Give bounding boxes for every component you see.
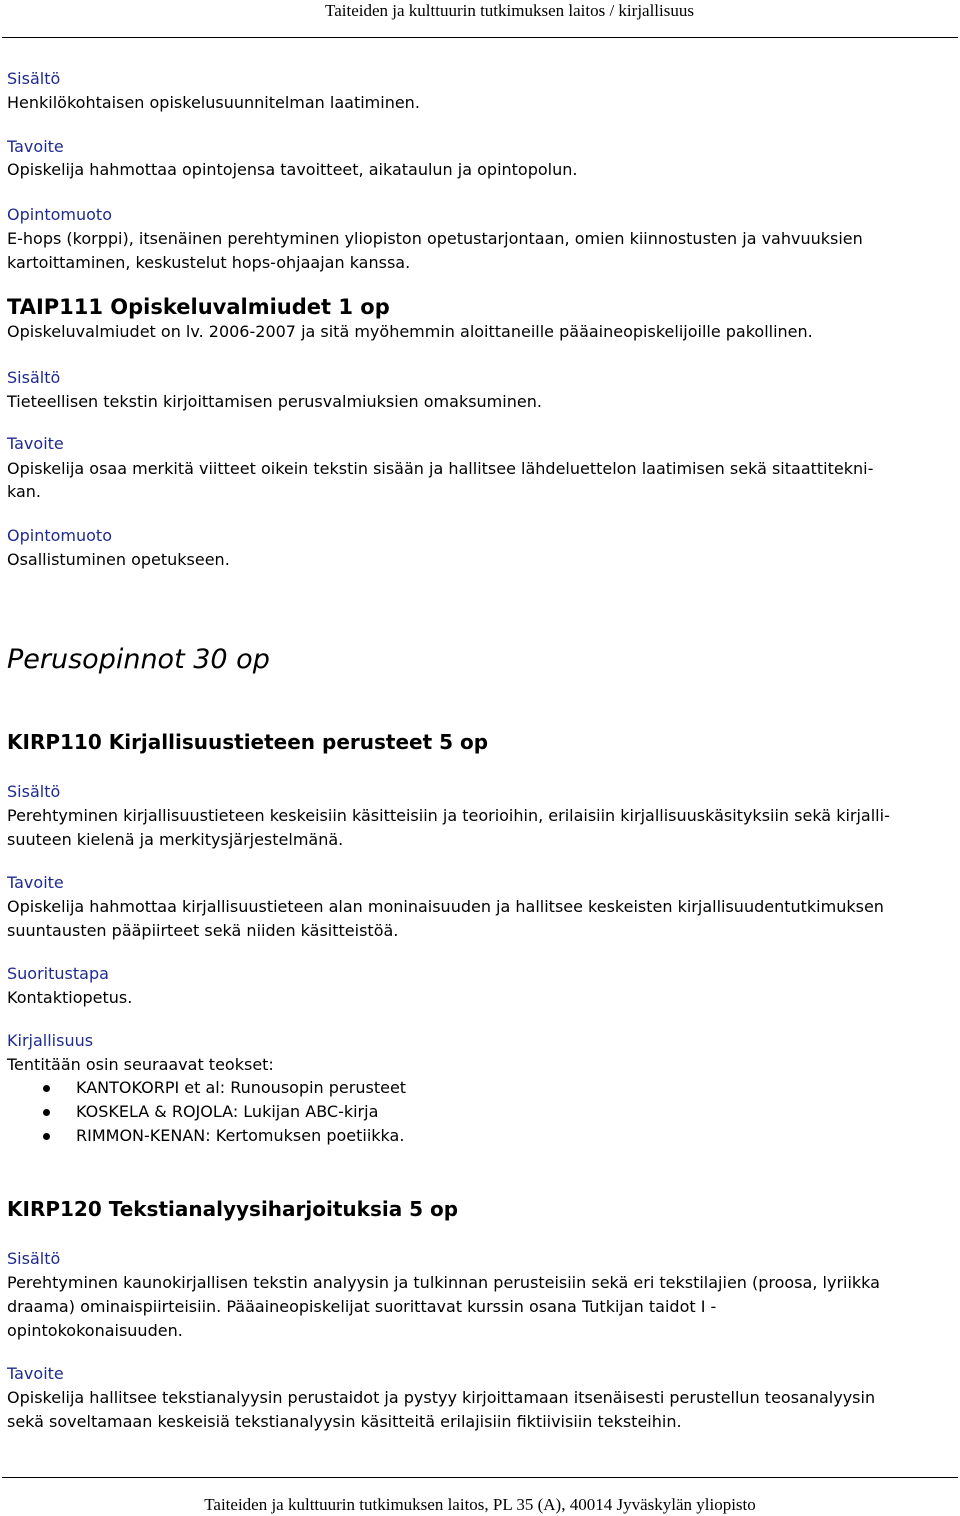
body-text: suuteen kielenä ja merkitysjärjestelmänä. — [7, 830, 344, 849]
body-text: Opiskelija hahmottaa kirjallisuustieteen alan moninaisuuden ja hallitsee keskeisten kirjallisuudentutkimuksen — [7, 897, 884, 916]
header-rule — [2, 37, 958, 38]
book-list-item: RIMMON-KENAN: Kertomuksen poetiikka. — [76, 1126, 405, 1145]
body-text: sekä soveltamaan keskeisiä tekstianalyysin käsitteitä erilajisiin fiktiivisiin teksteihin. — [7, 1412, 682, 1431]
page-header: Taiteiden ja kulttuurin tutkimuksen laitos / kirjallisuus — [325, 1, 694, 20]
course-title: TAIP111 Opiskeluvalmiudet 1 op — [7, 295, 390, 319]
section-label-sisalto: Sisältö — [7, 782, 61, 801]
body-text: Henkilökohtaisen opiskelusuunnitelman laatiminen. — [7, 93, 420, 112]
book-list-item: KOSKELA & ROJOLA: Lukijan ABC-kirja — [76, 1102, 379, 1121]
body-text: Opiskelija hallitsee tekstianalyysin perustaidot ja pystyy kirjoittamaan itsenäisesti perustellun teosanalyysin — [7, 1388, 876, 1407]
bullet-icon — [43, 1085, 50, 1092]
section-label-kirjallisuus: Kirjallisuus — [7, 1031, 94, 1050]
section-label-sisalto: Sisältö — [7, 368, 61, 387]
course-note: Opiskeluvalmiudet on lv. 2006-2007 ja sitä myöhemmin aloittaneille pääaineopiskelijoille pakollinen. — [7, 322, 813, 341]
body-text: draama) ominaispiirteisiin. Pääaineopiskelijat suorittavat kurssin osana Tutkijan taidot I - — [7, 1297, 717, 1316]
section-label-opintomuoto: Opintomuoto — [7, 526, 112, 545]
section-label-tavoite: Tavoite — [7, 873, 64, 892]
book-list-item: KANTOKORPI et al: Runousopin perusteet — [76, 1078, 407, 1097]
body-text: kartoittaminen, keskustelut hops-ohjaajan kanssa. — [7, 253, 411, 272]
body-text: opintokokonaisuuden. — [7, 1321, 183, 1340]
section-label-tavoite: Tavoite — [7, 137, 64, 156]
section-label-suoritustapa: Suoritustapa — [7, 964, 109, 983]
section-label-tavoite: Tavoite — [7, 1364, 64, 1383]
body-text: Perehtyminen kirjallisuustieteen keskeisiin käsitteisiin ja teorioihin, erilaisiin kirjallisuuskäsityksiin sekä kirjalli- — [7, 806, 890, 825]
part-title: Perusopinnot 30 op — [7, 644, 270, 675]
bullet-icon — [43, 1133, 50, 1140]
body-text: kan. — [7, 482, 42, 501]
section-label-sisalto: Sisältö — [7, 69, 61, 88]
section-label-tavoite: Tavoite — [7, 434, 64, 453]
body-text: E-hops (korppi), itsenäinen perehtyminen yliopiston opetustarjontaan, omien kiinnostusten ja vahvuuksien — [7, 229, 863, 248]
body-text: Kontaktiopetus. — [7, 988, 133, 1007]
course-title: KIRP120 Tekstianalyysiharjoituksia 5 op — [7, 1197, 459, 1221]
body-text: suuntausten pääpiirteet sekä niiden käsitteistöä. — [7, 921, 399, 940]
course-title: KIRP110 Kirjallisuustieteen perusteet 5 op — [7, 730, 489, 754]
body-text: Opiskelija hahmottaa opintojensa tavoitteet, aikataulun ja opintopolun. — [7, 160, 578, 179]
body-text: Tieteellisen tekstin kirjoittamisen perusvalmiuksien omaksuminen. — [7, 392, 542, 411]
body-text: Osallistuminen opetukseen. — [7, 550, 230, 569]
section-label-sisalto: Sisältö — [7, 1249, 61, 1268]
page-footer: Taiteiden ja kulttuurin tutkimuksen laitos, PL 35 (A), 40014 Jyväskylän yliopisto — [204, 1495, 756, 1514]
body-text: Perehtyminen kaunokirjallisen tekstin analyysin ja tulkinnan perusteisiin sekä eri tekstilajien (proosa, lyriikka — [7, 1273, 880, 1292]
footer-rule — [2, 1477, 958, 1478]
body-text: Opiskelija osaa merkitä viitteet oikein tekstin sisään ja hallitsee lähdeluettelon laatimisen sekä sitaattitekni- — [7, 459, 874, 478]
section-label-opintomuoto: Opintomuoto — [7, 205, 112, 224]
body-text: Tentitään osin seuraavat teokset: — [7, 1055, 274, 1074]
bullet-icon — [43, 1109, 50, 1116]
